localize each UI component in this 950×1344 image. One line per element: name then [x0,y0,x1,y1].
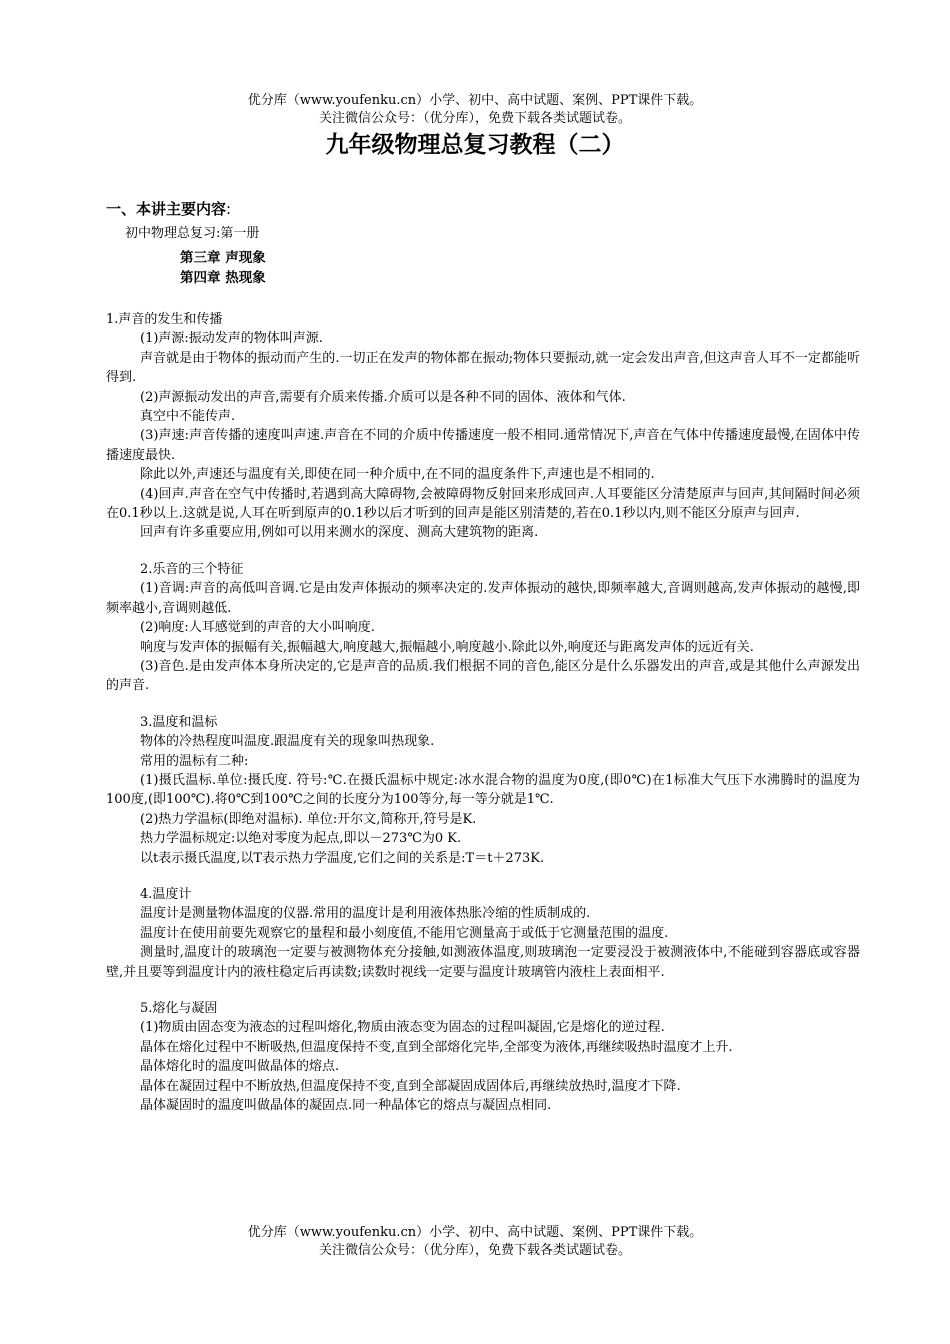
paragraph: (2)响度:人耳感觉到的声音的大小叫响度. [140,620,375,636]
paragraph: 回声有许多重要应用,例如可以用来测水的深度、测高大建筑物的距离. [140,525,539,541]
paragraph: 热力学温标规定:以绝对零度为起点,即以－273℃为0 K. [140,831,462,847]
paragraph: 2.乐音的三个特征 [140,561,244,577]
paragraph: 1.声音的发生和传播 [106,312,223,327]
document-body [106,310,860,1115]
paragraph: 物体的冷热程度叫温度.跟温度有关的现象叫热现象. [140,734,435,750]
section-heading-text: 一、本讲主要内容 [106,200,227,218]
section-heading-colon: : [226,200,232,218]
section-heading [106,198,231,219]
paragraph: 测量时,温度计的玻璃泡一定要与被测物体充分接触,如测液体温度,则玻璃泡一定要浸没于被测液体中,不能碰到容器底或容器壁,并且要等到温度计内的液柱稳定后再读数;读数时视线一定要与温度计玻璃管内液柱上表面相平. [106,945,860,980]
paragraph: 真空中不能传声. [140,409,236,425]
paragraph: 晶体熔化时的温度叫做晶体的熔点. [140,1059,340,1075]
paragraph-gap [106,982,860,999]
header-line-1: 优分库（www.youfenku.cn）小学、初中、高中试题、案例、PPT课件下载。 [247,93,703,108]
footer-line-2: 关注微信公众号：（优分库），免费下载各类试题试卷。 [318,1243,631,1258]
chapter-3: 第三章 声现象 [180,250,266,266]
paragraph: 声音就是由于物体的振动而产生的.一切正在发声的物体都在振动;物体只要振动,就一定会发出声音,但这声音人耳不一定都能听得到. [106,350,860,386]
paragraph: 5.熔化与凝固 [140,1001,218,1016]
paragraph-gap [106,868,860,885]
paragraph: (1)摄氏温标.单位:摄氏度. 符号:℃.在摄氏温标中规定:冰水混合物的温度为0度,(即0℃)在1标准大气压下水沸腾时的温度为100度,(即100℃).将0℃到100℃之间的长度分为100等分,每一等分就是1℃. [106,772,860,808]
paragraph: 晶体凝固时的温度叫做晶体的凝固点.同一种晶体它的熔点与凝固点相同. [140,1098,552,1114]
paragraph: (3)音色.是由发声体本身所决定的,它是声音的品质.我们根据不同的音色,能区分是什么乐器发出的声音,或是其他什么声源发出的声音. [106,658,860,694]
footer-line-1: 优分库（www.youfenku.cn）小学、初中、高中试题、案例、PPT课件下载。 [247,1225,703,1240]
paragraph: 响度与发声体的振幅有关,振幅越大,响度越大,振幅越小,响度越小.除此以外,响度还与距离发声体的远近有关. [140,639,754,655]
paragraph: (2)热力学温标(即绝对温标). 单位:开尔文,简称开,符号是K. [140,811,477,827]
paragraph: 3.温度和温标 [140,714,218,730]
paragraph: 晶体在凝固过程中不断放热,但温度保持不变,直到全部凝固成固体后,再继续放热时,温度才下降. [140,1078,681,1094]
chapter-4: 第四章 热现象 [180,270,266,286]
paragraph: 常用的温标有二种: [140,753,249,769]
paragraph: (4)回声.声音在空气中传播时,若遇到高大障碍物,会被障碍物反射回来形成回声.人耳要能区分清楚原声与回声,其间隔时间必须在0.1秒以上.这就是说,人耳在听到原声的0.1秒以后才听到的回声是能区别清楚的,若在0.1秒以内,则不能区分原声与回声. [106,486,860,522]
paragraph: 温度计在使用前要先观察它的量程和最小刻度值,不能用它测量高于或低于它测量范围的温度. [140,925,669,941]
paragraph: (2)声源振动发出的声音,需要有介质来传播.介质可以是各种不同的固体、液体和气体. [140,389,626,405]
paragraph: (1)物质由固态变为液态的过程叫熔化,物质由液态变为固态的过程叫凝固,它是熔化的逆过程. [140,1020,665,1036]
paragraph: 除此以外,声速还与温度有关,即使在同一种介质中,在不同的温度条件下,声速也是不相同的. [140,467,655,483]
header-line-2: 关注微信公众号：（优分库），免费下载各类试题试卷。 [318,111,631,126]
paragraph: 以t表示摄氏温度,以T表示热力学温度,它们之间的关系是:T＝t＋273K. [140,850,545,866]
paragraph: 温度计是测量物体温度的仪器.常用的温度计是利用液体热胀冷缩的性质制成的. [140,906,591,922]
paragraph-gap [106,543,860,560]
page-title: 九年级物理总复习教程（二） [325,132,625,158]
paragraph: (1)音调:声音的高低叫音调.它是由发声体振动的频率决定的.发声体振动的越快,即频率越大,音调则越高,发声体振动的越慢,即频率越小,音调则越低. [106,581,860,616]
paragraph: (1)声源:振动发声的物体叫声源. [140,331,323,347]
paragraph: (3)声速:声音传播的速度叫声速.声音在不同的介质中传播速度一般不相同.通常情况下,声音在气体中传播速度最慢,在固体中传播速度最快. [106,428,860,463]
paragraph: 晶体在熔化过程中不断吸热,但温度保持不变,直到全部熔化完毕,全部变为液体,再继续吸热时温度才上升. [140,1039,733,1055]
paragraph: 4.温度计 [140,886,192,902]
paragraph-gap [106,696,860,713]
section-subtitle: 初中物理总复习:第一册 [125,226,260,241]
